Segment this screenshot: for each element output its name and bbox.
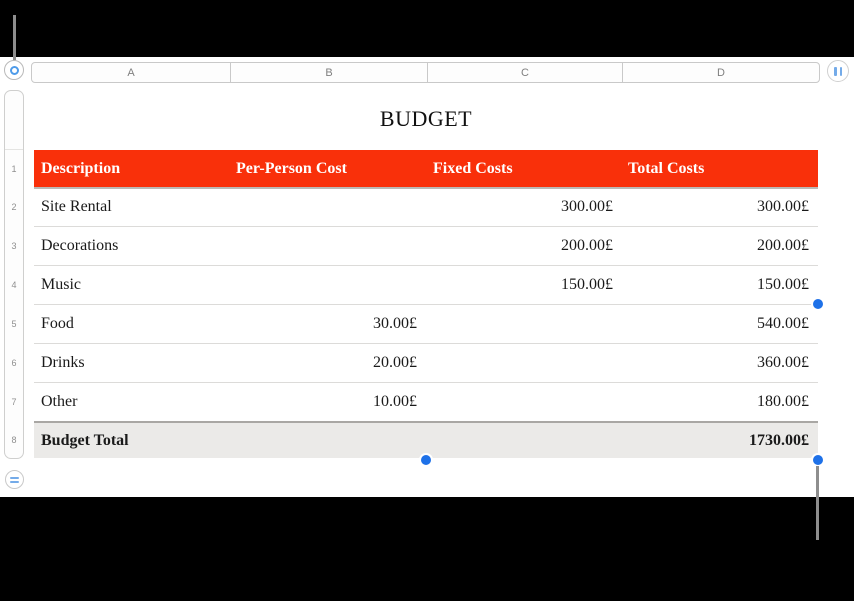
row-number-5[interactable]: 5 (11, 318, 17, 329)
table-title[interactable]: BUDGET (379, 106, 473, 131)
header-cell-fixed-costs[interactable]: Fixed Costs (433, 159, 513, 177)
row-number-strip (4, 90, 24, 459)
column-header-b[interactable]: B (231, 63, 428, 82)
cell-total[interactable]: 150.00£ (757, 276, 809, 293)
cell-description[interactable]: Drinks (41, 354, 85, 371)
cell-grand-total[interactable]: 1730.00£ (749, 431, 809, 449)
resize-handle-bottom-center[interactable] (421, 455, 431, 465)
double-horizontal-bars-icon (10, 477, 19, 479)
resize-handle-mid-right[interactable] (813, 299, 823, 309)
header-cell-total-costs[interactable]: Total Costs (628, 159, 705, 177)
cell-fixed[interactable]: 300.00£ (561, 197, 613, 215)
callout-line-bottom (816, 466, 819, 540)
table-row (34, 226, 818, 265)
table-row (34, 265, 818, 304)
cell-description[interactable]: Music (41, 276, 81, 293)
cell-total[interactable]: 360.00£ (757, 354, 809, 371)
row-number-2[interactable]: 2 (11, 201, 17, 212)
table-header-row (34, 150, 818, 187)
cell-total[interactable]: 300.00£ (757, 197, 809, 215)
row-number-8[interactable]: 8 (11, 434, 17, 445)
cell-per-person[interactable]: 10.00£ (373, 393, 417, 410)
cell-fixed[interactable]: 150.00£ (561, 276, 613, 293)
header-cell-description[interactable]: Description (41, 159, 121, 177)
cell-total[interactable]: 540.00£ (757, 315, 809, 332)
table-select-handle[interactable] (4, 60, 24, 80)
cell-description[interactable]: Food (41, 315, 74, 332)
cell-per-person[interactable]: 30.00£ (373, 315, 417, 332)
add-column-button[interactable] (827, 60, 849, 82)
cell-description[interactable]: Decorations (41, 237, 119, 254)
column-header-c[interactable]: C (428, 63, 623, 82)
column-header-d[interactable]: D (717, 66, 725, 79)
cell-per-person[interactable]: 20.00£ (373, 354, 417, 371)
double-horizontal-bars-icon (10, 481, 19, 483)
callout-line-top (13, 15, 16, 60)
circle-ring-icon (10, 66, 19, 75)
row-number-1[interactable]: 1 (11, 163, 17, 174)
spreadsheet-canvas (0, 57, 854, 497)
cell-total[interactable]: 180.00£ (757, 393, 809, 410)
cell-description[interactable]: Other (41, 393, 78, 410)
add-row-button[interactable] (5, 470, 24, 489)
row-number-7[interactable]: 7 (11, 396, 17, 407)
double-vertical-bars-icon (834, 67, 837, 76)
row-number-4[interactable]: 4 (11, 279, 17, 290)
header-cell-per-person-cost[interactable]: Per-Person Cost (236, 159, 347, 177)
cell-fixed[interactable]: 200.00£ (561, 237, 613, 254)
table-row (34, 382, 818, 421)
row-number-3[interactable]: 3 (11, 240, 17, 251)
column-header-a[interactable]: A (32, 63, 231, 82)
budget-table (34, 150, 818, 458)
cell-description[interactable]: Site Rental (41, 197, 112, 215)
row-number-6[interactable]: 6 (11, 357, 17, 368)
table-row (34, 343, 818, 382)
table-row (34, 187, 818, 226)
table-total-row (34, 421, 818, 458)
cell-total-label[interactable]: Budget Total (41, 431, 129, 449)
table-row (34, 304, 818, 343)
row-strip-spacer (5, 91, 23, 150)
resize-handle-bottom-right[interactable] (813, 455, 823, 465)
double-vertical-bars-icon (840, 67, 843, 76)
cell-total[interactable]: 200.00£ (757, 237, 809, 254)
column-header-bar (31, 62, 820, 83)
